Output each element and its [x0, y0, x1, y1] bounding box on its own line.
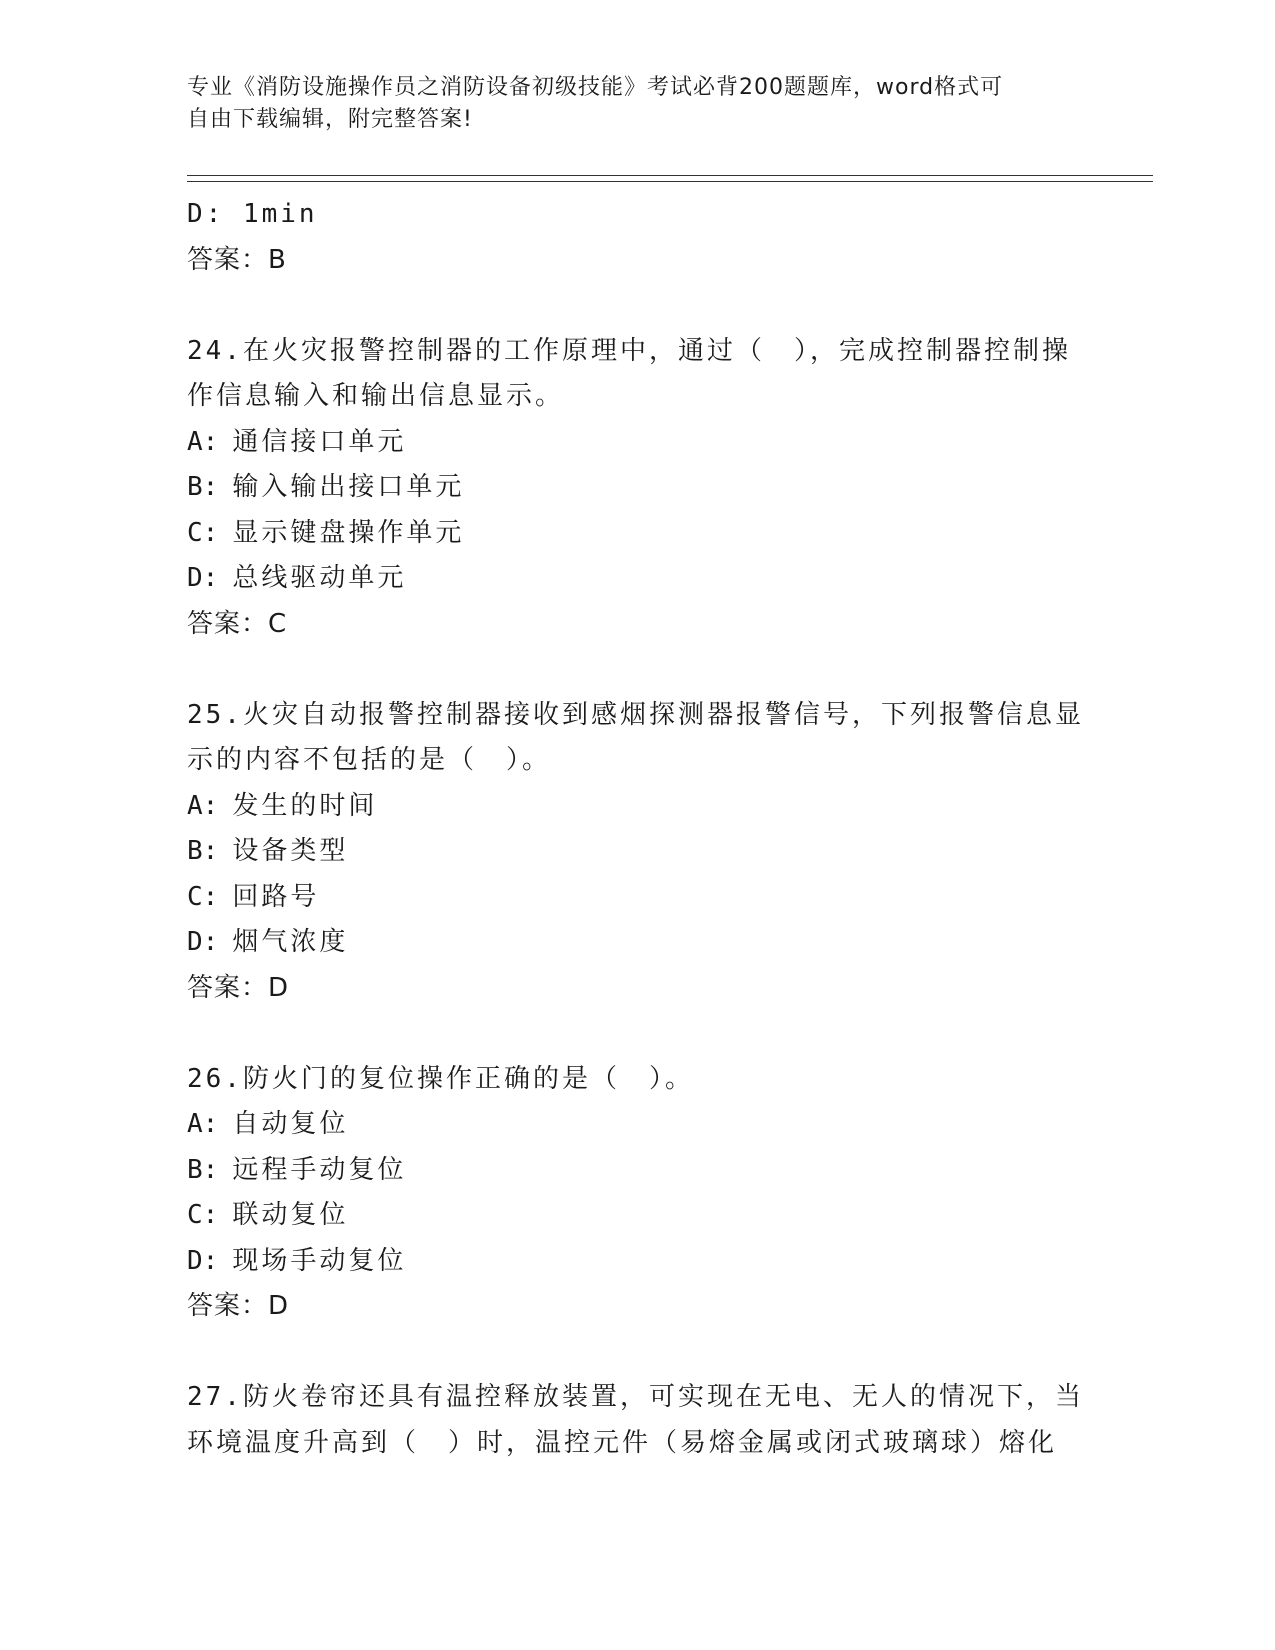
spacer [187, 647, 1087, 693]
option-text: 发生的时间 [232, 790, 378, 821]
option-text: 设备类型 [232, 836, 349, 866]
question-26 [187, 1057, 1087, 1330]
option-a [187, 1102, 1087, 1148]
option-d [187, 1239, 1087, 1285]
header-divider-bottom [187, 181, 1153, 182]
option-key: B: [187, 1154, 219, 1185]
answer: 答案：D [187, 1291, 290, 1321]
option-key: A: [187, 1109, 219, 1139]
option-text: 总线驱动单元 [232, 563, 407, 593]
option-key: B: [187, 836, 219, 866]
header-line-2: 自由下载编辑，附完整答案! [187, 107, 473, 132]
question-stem-line: 25.火灾自动报警控制器接收到感烟探测器报警信号，下列报警信息显 [187, 699, 1084, 730]
option-key: A: [187, 790, 219, 821]
question-stem-line: 26.防火门的复位操作正确的是（ ）。 [187, 1063, 694, 1094]
header-line-1: 专业《消防设施操作员之消防设备初级技能》考试必背200题题库，word格式可 [187, 75, 1004, 100]
option-key: D: [187, 927, 219, 957]
option-text: 回路号 [232, 881, 320, 912]
spacer [187, 283, 1087, 329]
option-a [187, 420, 1087, 466]
option-c [187, 1193, 1087, 1239]
prev-answer: 答案：B [187, 244, 287, 275]
question-content [187, 192, 1087, 1466]
header-divider-top [187, 175, 1153, 176]
question-stem-line: 27.防火卷帘还具有温控释放装置，可实现在无电、无人的情况下，当 [187, 1382, 1084, 1412]
option-b [187, 465, 1087, 511]
option-b [187, 1148, 1087, 1194]
option-key: C: [187, 1200, 219, 1230]
option-text: 自动复位 [232, 1109, 349, 1139]
page-header [187, 72, 1067, 136]
question-stem-line: 示的内容不包括的是（ ）。 [187, 745, 552, 775]
option-c [187, 511, 1087, 557]
option-text: 现场手动复位 [232, 1245, 407, 1276]
spacer [187, 1011, 1087, 1057]
option-key: D: [187, 1245, 219, 1276]
answer: 答案：C [187, 608, 288, 639]
question-24 [187, 329, 1087, 648]
spacer [187, 1330, 1087, 1376]
question-stem-line: 作信息输入和输出信息显示。 [187, 381, 565, 411]
option-text: 显示键盘操作单元 [232, 517, 465, 548]
option-d [187, 556, 1087, 602]
option-key: B: [187, 472, 219, 502]
option-b [187, 829, 1087, 875]
question-stem-line: 环境温度升高到（ ）时，温控元件（易熔金属或闭式玻璃球）熔化 [187, 1427, 1058, 1458]
option-key: D: [187, 563, 219, 593]
option-text: 通信接口单元 [232, 426, 407, 457]
option-c [187, 875, 1087, 921]
option-text: 烟气浓度 [232, 927, 349, 957]
option-text: 输入输出接口单元 [232, 472, 465, 502]
option-text: 联动复位 [232, 1200, 349, 1230]
answer: 答案：D [187, 972, 290, 1003]
question-25 [187, 693, 1087, 1012]
question-stem-line: 24.在火灾报警控制器的工作原理中，通过（ ），完成控制器控制操 [187, 335, 1071, 366]
option-text: 远程手动复位 [232, 1154, 407, 1185]
option-d [187, 920, 1087, 966]
question-27 [187, 1375, 1087, 1466]
option-a [187, 784, 1087, 830]
option-key: C: [187, 881, 219, 912]
prev-option-d: D: 1min [187, 199, 318, 229]
option-key: A: [187, 426, 219, 457]
option-key: C: [187, 517, 219, 548]
